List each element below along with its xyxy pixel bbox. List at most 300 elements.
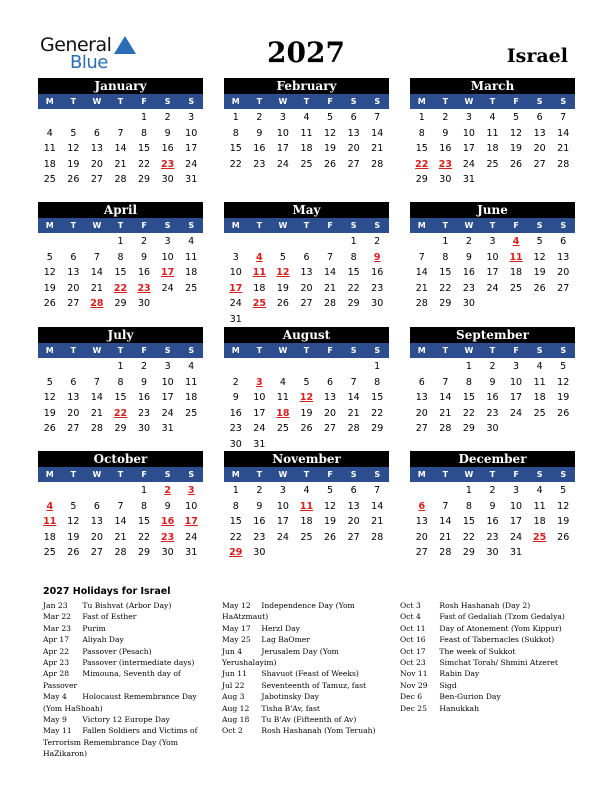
weekday-label: T <box>489 221 496 230</box>
day: 13 <box>533 127 546 139</box>
day: 9 <box>465 251 472 263</box>
weekday-label: T <box>303 346 310 355</box>
weekday-label: M <box>45 346 54 355</box>
holiday-day: 25 <box>533 531 547 543</box>
day: 1 <box>117 236 124 247</box>
day: 10 <box>510 376 523 388</box>
holiday-item <box>222 623 394 634</box>
weekday-label: S <box>560 97 567 106</box>
day: 22 <box>229 531 242 543</box>
holiday-day: 3 <box>256 376 263 388</box>
day: 13 <box>300 267 313 278</box>
holiday-item <box>400 611 572 622</box>
day: 19 <box>67 531 80 543</box>
holiday-date: Jan 23 <box>43 601 68 610</box>
empty-day <box>62 110 86 126</box>
day: 18 <box>185 267 198 278</box>
day: 2 <box>164 112 171 123</box>
weekday-label: S <box>350 470 357 479</box>
holiday-name: Feast of Tabernacles (Sukkot) <box>437 635 555 645</box>
day: 16 <box>486 516 499 527</box>
day: 24 <box>510 407 523 419</box>
holiday-name: Aliyah Day <box>80 635 124 645</box>
holiday-date: Oct 16 <box>400 635 426 645</box>
day: 6 <box>560 236 567 247</box>
day: 24 <box>276 531 289 543</box>
holiday-day: 6 <box>418 500 426 512</box>
day: 7 <box>442 500 449 512</box>
day: 11 <box>533 500 546 512</box>
weekday-header <box>410 94 575 109</box>
day: 13 <box>415 392 428 403</box>
day: 11 <box>486 127 499 139</box>
day: 27 <box>415 547 428 558</box>
weekday-label: S <box>536 221 543 230</box>
day: 14 <box>114 143 127 154</box>
day: 1 <box>350 236 357 247</box>
day: 26 <box>67 174 80 185</box>
holiday-item <box>222 680 394 691</box>
holiday-day: 23 <box>438 158 452 170</box>
day: 10 <box>486 251 499 263</box>
holiday-day: 17 <box>161 267 175 278</box>
day: 12 <box>324 127 337 139</box>
holiday-item <box>43 725 215 759</box>
day: 15 <box>415 143 428 154</box>
day: 2 <box>374 236 381 247</box>
day: 8 <box>141 500 148 512</box>
day: 16 <box>439 143 452 154</box>
day: 29 <box>138 174 151 185</box>
day: 17 <box>185 143 198 154</box>
day: 18 <box>253 282 266 294</box>
day: 13 <box>415 516 428 527</box>
holiday-item <box>222 714 394 725</box>
day: 4 <box>303 485 310 496</box>
day: 22 <box>138 158 151 170</box>
month-december <box>410 451 575 561</box>
day: 3 <box>513 361 520 372</box>
month-title: June <box>410 202 575 218</box>
weekday-header <box>410 218 575 233</box>
weekday-label: S <box>164 97 171 106</box>
day: 9 <box>164 127 171 139</box>
day: 6 <box>70 376 77 388</box>
day: 28 <box>114 174 127 185</box>
holiday-item <box>43 623 215 634</box>
weekday-label: T <box>442 97 449 106</box>
day: 7 <box>350 376 357 388</box>
day: 6 <box>93 500 100 512</box>
day: 16 <box>253 516 266 527</box>
weekday-label: S <box>350 97 357 106</box>
day: 14 <box>439 516 452 527</box>
holiday-name: Rabin Day <box>437 669 480 679</box>
holiday-name: Herzl Day <box>259 623 300 633</box>
day: 15 <box>347 267 360 278</box>
day: 31 <box>462 174 475 185</box>
weekday-label: S <box>374 221 381 230</box>
day: 17 <box>486 267 499 278</box>
day: 4 <box>188 361 195 372</box>
day: 20 <box>67 282 80 294</box>
weekday-label: W <box>464 221 474 230</box>
day: 25 <box>185 282 198 294</box>
weekday-label: F <box>513 97 519 106</box>
day: 13 <box>557 251 570 263</box>
weekday-label: W <box>92 97 102 106</box>
day: 21 <box>90 282 103 294</box>
day: 20 <box>347 143 360 154</box>
holiday-date: Apr 17 <box>43 635 70 645</box>
day: 30 <box>486 547 499 558</box>
empty-day <box>410 234 434 250</box>
holiday-date: May 25 <box>222 635 251 645</box>
day: 15 <box>114 392 127 403</box>
weekday-label: W <box>278 470 288 479</box>
weekday-header <box>38 467 203 482</box>
day: 10 <box>253 392 266 403</box>
holiday-date: May 9 <box>43 715 67 725</box>
day: 28 <box>371 531 384 543</box>
day: 9 <box>256 127 263 139</box>
weekday-label: F <box>327 346 333 355</box>
day: 30 <box>462 298 475 309</box>
day: 6 <box>418 376 425 388</box>
empty-day <box>85 359 109 375</box>
weekday-label: T <box>117 97 124 106</box>
day: 4 <box>188 236 195 247</box>
day: 25 <box>185 407 198 419</box>
day: 27 <box>90 174 103 185</box>
month-title: May <box>224 202 389 218</box>
weekday-label: F <box>141 97 147 106</box>
day: 10 <box>161 376 174 388</box>
month-title: November <box>224 451 389 467</box>
day: 3 <box>489 236 496 247</box>
holiday-item <box>43 691 215 714</box>
day: 25 <box>43 547 56 558</box>
day: 27 <box>300 298 313 309</box>
holiday-name: Passover (Pesach) <box>80 646 152 656</box>
holiday-day: 12 <box>299 392 314 403</box>
day: 21 <box>371 143 384 154</box>
day: 9 <box>141 376 148 388</box>
day: 12 <box>324 500 337 512</box>
day: 22 <box>439 282 452 294</box>
holiday-name: Tu Bishvat (Arbor Day) <box>80 601 172 610</box>
day: 28 <box>557 158 570 170</box>
day-grid <box>410 110 575 188</box>
day: 14 <box>347 392 360 403</box>
weekday-label: T <box>70 221 77 230</box>
day-grid <box>410 359 575 437</box>
month-title: December <box>410 451 575 467</box>
day: 28 <box>371 158 384 170</box>
month-title: February <box>224 78 389 94</box>
holiday-item <box>400 634 572 645</box>
weekday-label: F <box>513 470 519 479</box>
holiday-name: Ben-Gurion Day <box>437 692 501 702</box>
day: 9 <box>164 500 171 512</box>
holiday-item <box>43 714 215 725</box>
day: 16 <box>229 407 242 419</box>
day: 9 <box>489 500 496 512</box>
day: 3 <box>513 485 520 496</box>
day: 28 <box>439 547 452 558</box>
holiday-date: Aug 3 <box>222 692 245 702</box>
day: 24 <box>185 531 198 543</box>
day: 27 <box>324 423 337 434</box>
day: 10 <box>510 500 523 512</box>
holiday-item <box>222 703 394 714</box>
holiday-day: 2 <box>164 485 171 496</box>
day: 6 <box>93 127 100 139</box>
weekday-label: S <box>350 221 357 230</box>
day: 5 <box>560 485 567 496</box>
day: 19 <box>557 392 570 403</box>
day: 7 <box>560 112 567 123</box>
weekday-label: S <box>374 97 381 106</box>
holiday-date: Oct 4 <box>400 612 421 622</box>
holiday-day: 23 <box>161 158 175 170</box>
month-september <box>410 327 575 437</box>
empty-day <box>248 234 272 250</box>
day: 1 <box>374 361 381 372</box>
day: 26 <box>533 282 546 294</box>
holiday-date: May 11 <box>43 726 72 736</box>
day: 19 <box>324 143 337 154</box>
weekday-label: T <box>70 97 77 106</box>
empty-day <box>109 483 133 499</box>
day: 15 <box>229 143 242 154</box>
day: 27 <box>347 158 360 170</box>
day: 18 <box>185 392 198 403</box>
holiday-date: May 12 <box>222 601 251 610</box>
day: 14 <box>439 392 452 403</box>
day: 7 <box>93 376 100 388</box>
weekday-label: W <box>278 346 288 355</box>
day: 6 <box>70 251 77 263</box>
weekday-header <box>224 218 389 233</box>
day: 12 <box>67 143 80 154</box>
day: 20 <box>533 143 546 154</box>
day: 5 <box>70 500 77 512</box>
day: 8 <box>465 500 472 512</box>
weekday-header <box>38 94 203 109</box>
holiday-name: Day of Atonement (Yom Kippur) <box>437 623 562 633</box>
weekday-label: S <box>560 470 567 479</box>
day-grid <box>224 234 389 327</box>
day: 5 <box>513 112 520 123</box>
day: 6 <box>327 376 334 388</box>
day: 10 <box>462 127 475 139</box>
holiday-name: Jerusalem Day (Yom Yerushalayim) <box>222 646 339 668</box>
holiday-date: Jul 22 <box>222 680 245 690</box>
holiday-item <box>222 725 394 736</box>
holiday-date: Nov 11 <box>400 669 428 679</box>
day: 10 <box>185 500 198 512</box>
day: 2 <box>465 236 472 247</box>
day: 12 <box>533 251 546 263</box>
day: 29 <box>439 298 452 309</box>
day: 5 <box>536 236 543 247</box>
day: 16 <box>486 392 499 403</box>
month-may <box>224 202 389 327</box>
day: 25 <box>300 158 313 170</box>
holiday-name: Fast of Esther <box>80 612 137 622</box>
holiday-name: Fallen Soldiers and Victims of Terrorism Remembrance Day (Yom HaZikaron) <box>43 726 198 759</box>
holiday-day: 11 <box>509 251 523 263</box>
day: 15 <box>371 392 384 403</box>
holiday-item <box>400 657 572 668</box>
day: 2 <box>489 485 496 496</box>
day: 6 <box>536 112 543 123</box>
day: 8 <box>374 376 381 388</box>
day: 3 <box>164 361 171 372</box>
holiday-item <box>400 600 572 611</box>
holiday-day: 16 <box>161 516 175 527</box>
empty-day <box>342 359 366 375</box>
empty-day <box>38 234 62 250</box>
holiday-day: 12 <box>276 267 290 278</box>
day: 9 <box>442 127 449 139</box>
day: 23 <box>229 423 242 434</box>
day: 21 <box>114 158 127 170</box>
weekday-label: W <box>464 97 474 106</box>
brand-name-general: General <box>40 34 112 56</box>
day: 17 <box>276 143 289 154</box>
holiday-name: Rosh Hashanah (Day 2) <box>437 601 531 610</box>
day: 16 <box>462 267 475 278</box>
day: 7 <box>327 251 334 263</box>
day: 23 <box>462 282 475 294</box>
empty-day <box>38 483 62 499</box>
day: 27 <box>347 531 360 543</box>
holiday-date: Jun 11 <box>222 669 247 679</box>
holidays-column-1 <box>43 600 215 760</box>
holiday-name: Passover (intermediate days) <box>80 658 195 668</box>
day: 19 <box>43 282 56 294</box>
weekday-label: T <box>70 470 77 479</box>
day: 14 <box>371 500 384 512</box>
holiday-day: 11 <box>299 500 314 512</box>
holiday-date: May 17 <box>222 623 251 633</box>
day: 8 <box>465 376 472 388</box>
month-title: October <box>38 451 203 467</box>
day: 19 <box>300 407 313 419</box>
empty-day <box>410 483 434 499</box>
day: 16 <box>138 392 151 403</box>
day: 17 <box>510 392 523 403</box>
weekday-label: M <box>417 346 426 355</box>
day: 5 <box>327 485 334 496</box>
month-january <box>38 78 203 188</box>
day: 29 <box>415 174 428 185</box>
day: 1 <box>418 112 425 123</box>
day: 14 <box>90 392 103 403</box>
day: 26 <box>67 547 80 558</box>
day: 1 <box>232 485 239 496</box>
weekday-header <box>224 467 389 482</box>
day: 18 <box>300 143 313 154</box>
day: 20 <box>324 407 337 419</box>
day: 12 <box>43 392 56 403</box>
day: 1 <box>232 112 239 123</box>
day: 13 <box>90 516 103 527</box>
day: 10 <box>161 251 174 263</box>
day-grid <box>38 110 203 188</box>
day: 19 <box>557 516 570 527</box>
holiday-date: Nov 29 <box>400 680 428 690</box>
day: 13 <box>324 392 337 403</box>
day: 2 <box>141 361 148 372</box>
day: 26 <box>43 423 56 434</box>
holiday-date: May 4 <box>43 692 67 702</box>
weekday-header <box>224 343 389 358</box>
holiday-item <box>222 646 394 669</box>
day: 5 <box>279 251 286 263</box>
day: 26 <box>300 423 313 434</box>
day: 22 <box>462 407 475 419</box>
holiday-name: Jabotinsky Day <box>259 692 319 702</box>
holiday-day: 28 <box>90 298 104 309</box>
day: 7 <box>117 127 124 139</box>
day: 11 <box>43 143 56 154</box>
day: 6 <box>350 112 357 123</box>
day: 10 <box>276 500 289 512</box>
day: 21 <box>439 531 452 543</box>
day: 22 <box>371 407 384 419</box>
weekday-label: S <box>350 346 357 355</box>
day: 18 <box>486 143 499 154</box>
day: 13 <box>347 500 360 512</box>
day: 26 <box>557 407 570 419</box>
day: 31 <box>161 423 174 434</box>
empty-day <box>318 359 342 375</box>
day: 24 <box>462 158 475 170</box>
weekday-label: T <box>489 470 496 479</box>
holiday-name: Mimouna, Seventh day of Passover <box>43 669 181 690</box>
day: 20 <box>90 531 103 543</box>
day: 8 <box>117 251 124 263</box>
day: 15 <box>138 516 151 527</box>
holiday-name: Holocaust Remembrance Day (Yom HaShoah) <box>43 692 197 713</box>
holiday-name: Shavuot (Feast of Weeks) <box>259 669 359 679</box>
month-june <box>410 202 575 312</box>
holiday-day: 29 <box>229 547 243 558</box>
day: 25 <box>276 423 289 434</box>
day: 24 <box>486 282 499 294</box>
weekday-label: M <box>231 221 240 230</box>
day: 15 <box>229 516 242 527</box>
weekday-label: M <box>45 97 54 106</box>
holiday-item <box>43 611 215 622</box>
day: 12 <box>510 127 523 139</box>
day: 24 <box>185 158 198 170</box>
day: 8 <box>232 127 239 139</box>
day: 5 <box>327 112 334 123</box>
holiday-day: 3 <box>187 485 195 496</box>
day: 19 <box>324 516 337 527</box>
weekday-label: W <box>92 221 102 230</box>
holiday-date: Oct 11 <box>400 623 426 633</box>
holiday-date: Oct 3 <box>400 601 421 610</box>
holiday-date: Jun 4 <box>222 646 243 656</box>
holiday-day: 9 <box>373 251 381 263</box>
holidays-column-3 <box>400 600 572 714</box>
day: 11 <box>533 376 546 388</box>
